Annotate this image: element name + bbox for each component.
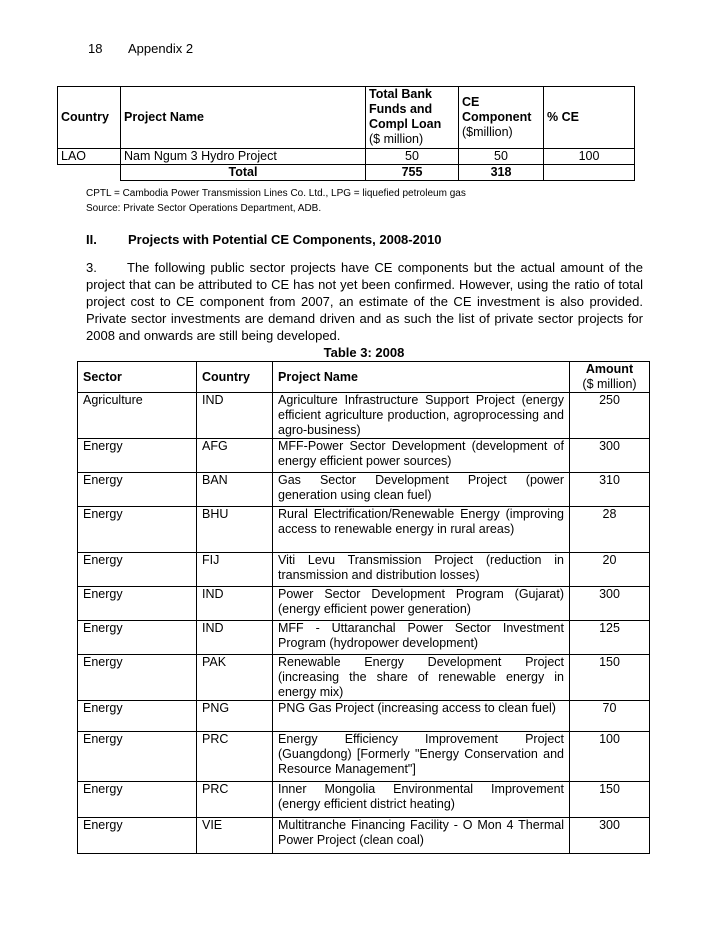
table-row xyxy=(78,818,650,854)
table-row xyxy=(78,473,650,507)
cell-country: PRC xyxy=(197,782,273,818)
ce-summary-table xyxy=(57,86,635,181)
total-label: Total xyxy=(121,165,366,181)
column-header-sector: Sector xyxy=(78,362,197,393)
total-bank-funds: 755 xyxy=(366,165,459,181)
cell-country: IND xyxy=(197,393,273,439)
cell-sector: Agriculture xyxy=(78,393,197,439)
cell-sector: Energy xyxy=(78,701,197,732)
column-header-country: Country xyxy=(58,87,121,149)
column-header-bank-funds xyxy=(366,87,459,149)
cell-project: Multitranche Financing Facility - O Mon 4 Thermal Power Project (clean coal) xyxy=(273,818,570,854)
cell-country: AFG xyxy=(197,439,273,473)
cell-amount: 250 xyxy=(570,393,650,439)
cell-country: IND xyxy=(197,621,273,655)
column-header-amount xyxy=(570,362,650,393)
cell-amount: 300 xyxy=(570,587,650,621)
table-row xyxy=(78,701,650,732)
table-row xyxy=(78,587,650,621)
page-header-title: Appendix 2 xyxy=(128,41,194,56)
cell-amount: 150 xyxy=(570,782,650,818)
bank-funds-unit: ($ million) xyxy=(369,132,424,146)
table-row xyxy=(78,732,650,782)
section-number: II. xyxy=(86,232,97,247)
total-pct-blank xyxy=(544,165,635,181)
table-row xyxy=(78,507,650,553)
cell-sector: Energy xyxy=(78,732,197,782)
cell-bank-funds: 50 xyxy=(366,149,459,165)
column-header-country: Country xyxy=(197,362,273,393)
source-note: Source: Private Sector Operations Department, ADB. xyxy=(86,203,322,214)
cell-amount: 70 xyxy=(570,701,650,732)
table-row xyxy=(78,439,650,473)
cell-project: Gas Sector Development Project (power generation using clean fuel) xyxy=(273,473,570,507)
cell-project: Agriculture Infrastructure Support Project (energy efficient agriculture production, agroprocessing and agro-business) xyxy=(273,393,570,439)
body-paragraph xyxy=(86,259,643,344)
cell-sector: Energy xyxy=(78,553,197,587)
cell-sector: Energy xyxy=(78,818,197,854)
table-caption: Table 3: 2008 xyxy=(323,345,405,360)
cell-project: Rural Electrification/Renewable Energy (improving access to renewable energy in rural areas) xyxy=(273,507,570,553)
cell-amount: 100 xyxy=(570,732,650,782)
cell-country: PAK xyxy=(197,655,273,701)
cell-country: PRC xyxy=(197,732,273,782)
cell-sector: Energy xyxy=(78,587,197,621)
cell-amount: 20 xyxy=(570,553,650,587)
total-row xyxy=(58,165,635,181)
amount-label: Amount xyxy=(585,362,634,376)
cell-sector: Energy xyxy=(78,782,197,818)
total-blank xyxy=(58,165,121,181)
cell-amount: 28 xyxy=(570,507,650,553)
column-header-project: Project Name xyxy=(121,87,366,149)
cell-ce: 50 xyxy=(459,149,544,165)
table-row xyxy=(58,149,635,165)
cell-amount: 125 xyxy=(570,621,650,655)
cell-country: LAO xyxy=(58,149,121,165)
cell-sector: Energy xyxy=(78,473,197,507)
paragraph-number: 3. xyxy=(86,260,97,275)
cell-pct: 100 xyxy=(544,149,635,165)
cell-sector: Energy xyxy=(78,655,197,701)
abbreviation-note: CPTL = Cambodia Power Transmission Lines Co. Ltd., LPG = liquefied petroleum gas xyxy=(86,188,466,199)
table-row xyxy=(78,655,650,701)
cell-country: BAN xyxy=(197,473,273,507)
cell-sector: Energy xyxy=(78,439,197,473)
cell-country: PNG xyxy=(197,701,273,732)
total-ce: 318 xyxy=(459,165,544,181)
cell-amount: 150 xyxy=(570,655,650,701)
projects-table-body xyxy=(78,393,650,854)
cell-country: BHU xyxy=(197,507,273,553)
table-header-row xyxy=(78,362,650,393)
cell-country: IND xyxy=(197,587,273,621)
cell-country: VIE xyxy=(197,818,273,854)
cell-project: MFF-Power Sector Development (development of energy efficient power sources) xyxy=(273,439,570,473)
amount-unit: ($ million) xyxy=(582,377,637,391)
bank-funds-label: Total Bank Funds and Compl Loan xyxy=(369,87,442,131)
page-number: 18 xyxy=(88,41,103,56)
cell-project: MFF - Uttaranchal Power Sector Investment Program (hydropower development) xyxy=(273,621,570,655)
cell-project: Power Sector Development Program (Gujarat) (energy efficient power generation) xyxy=(273,587,570,621)
cell-project: Renewable Energy Development Project (increasing the share of renewable energy in energy mix) xyxy=(273,655,570,701)
table-header-row xyxy=(58,87,635,149)
cell-country: FIJ xyxy=(197,553,273,587)
cell-sector: Energy xyxy=(78,507,197,553)
cell-sector: Energy xyxy=(78,621,197,655)
ce-component-label: CE Component xyxy=(462,95,532,124)
column-header-ce-component xyxy=(459,87,544,149)
paragraph-text: The following public sector projects have CE components but the actual amount of the project that can be attributed to CE has not yet been confirmed. However, using the ratio of total project cost to CE component from 2007, an estimate of the CE investment is also provided. Private sector investments are demand driven and as such the list of private sector projects for 2008 and onwards are still being developed. xyxy=(86,260,643,343)
cell-amount: 300 xyxy=(570,439,650,473)
cell-project: Energy Efficiency Improvement Project (Guangdong) [Formerly "Energy Conservation and Resource Management"] xyxy=(273,732,570,782)
cell-amount: 310 xyxy=(570,473,650,507)
cell-project: Nam Ngum 3 Hydro Project xyxy=(121,149,366,165)
cell-project: Inner Mongolia Environmental Improvement (energy efficient district heating) xyxy=(273,782,570,818)
table-row xyxy=(78,782,650,818)
projects-2008-table xyxy=(77,361,650,854)
cell-project: PNG Gas Project (increasing access to clean fuel) xyxy=(273,701,570,732)
table-row xyxy=(78,393,650,439)
column-header-pct-ce: % CE xyxy=(544,87,635,149)
column-header-project: Project Name xyxy=(273,362,570,393)
section-title: Projects with Potential CE Components, 2008-2010 xyxy=(128,232,442,247)
cell-project: Viti Levu Transmission Project (reduction in transmission and distribution losses) xyxy=(273,553,570,587)
ce-component-unit: ($million) xyxy=(462,125,513,139)
table-row xyxy=(78,621,650,655)
cell-amount: 300 xyxy=(570,818,650,854)
table-row xyxy=(78,553,650,587)
